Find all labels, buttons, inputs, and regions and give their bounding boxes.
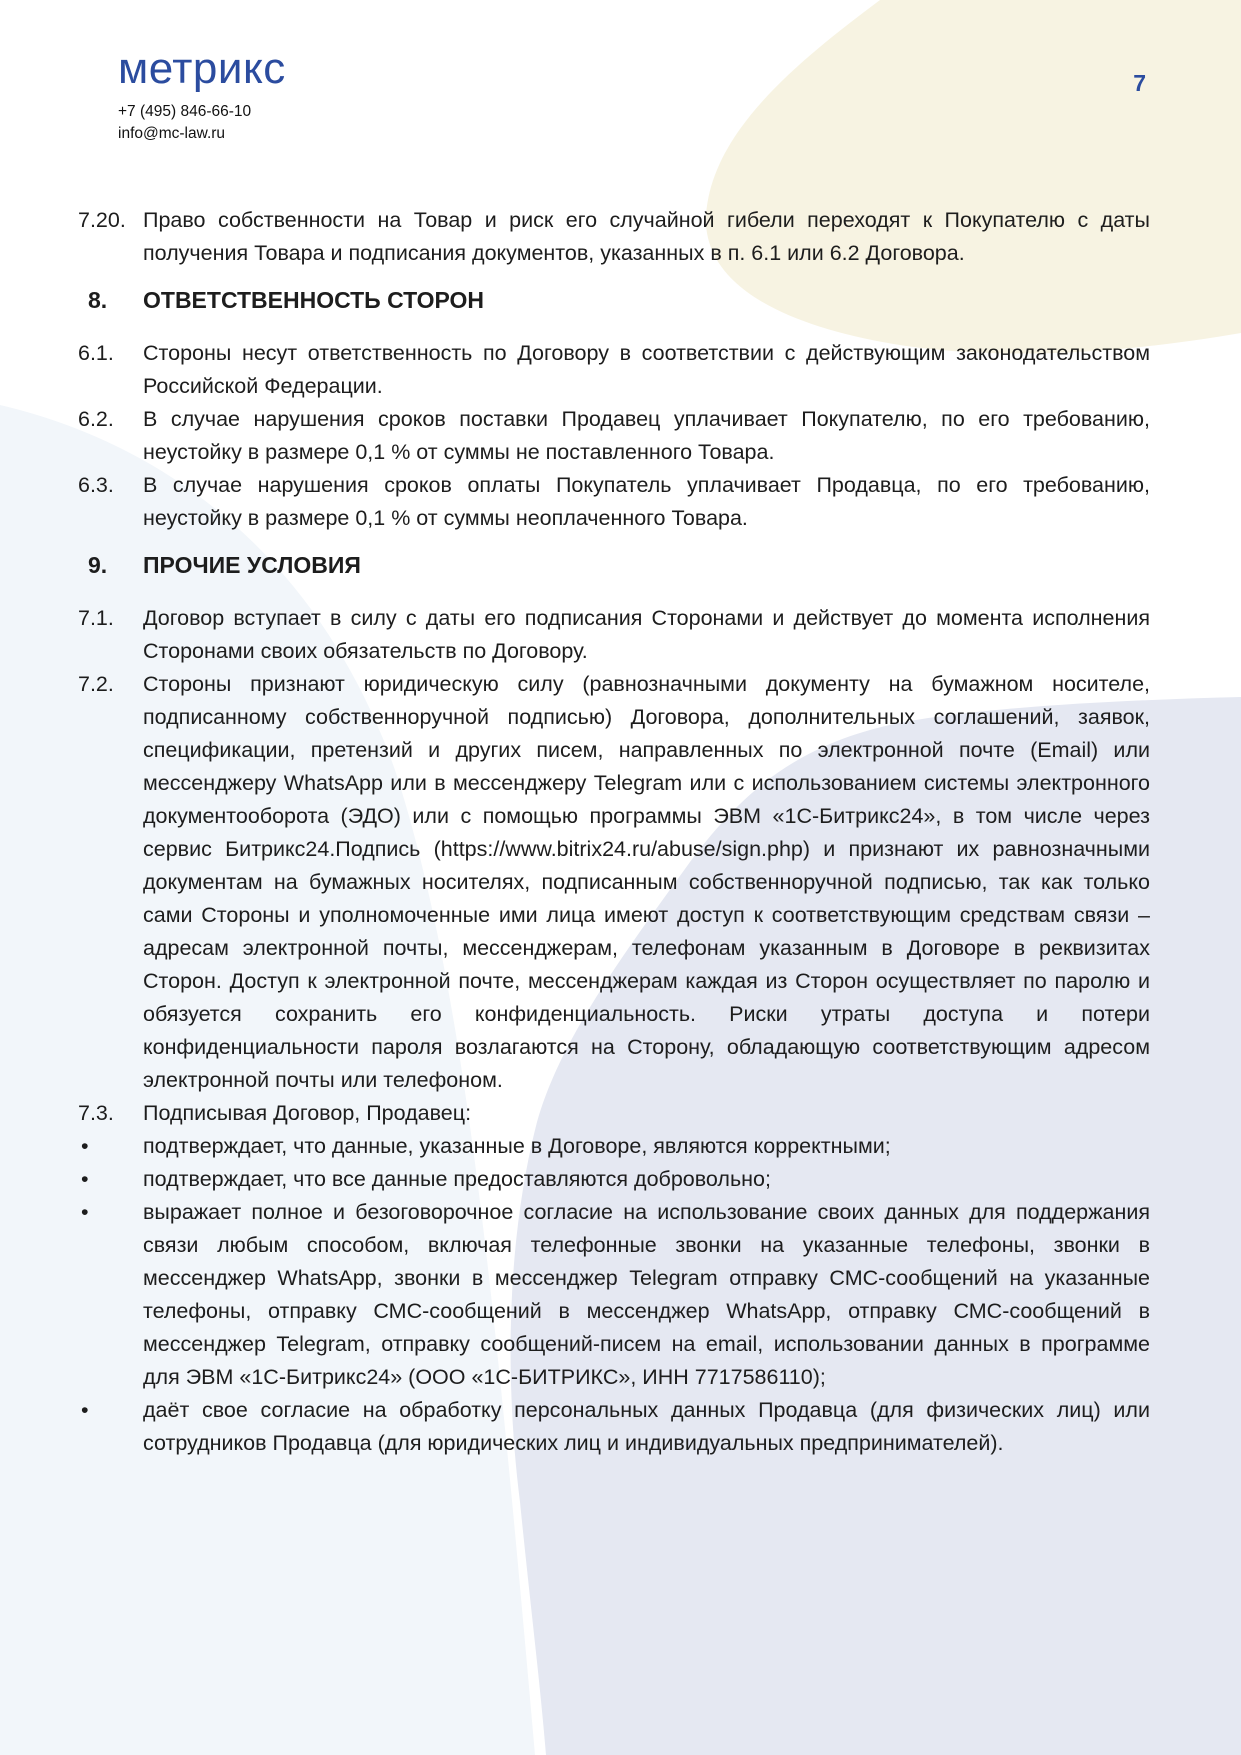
bullet-marker: •: [81, 1167, 89, 1191]
numbered-item: [78, 403, 1150, 469]
page-header: [0, 0, 1241, 176]
paragraph-text: подтверждает, что данные, указанные в Договоре, являются корректными;: [143, 1134, 891, 1158]
phone-number: +7 (495) 846-66-10: [118, 103, 252, 120]
heading-text: ПРОЧИЕ УСЛОВИЯ: [143, 552, 361, 578]
heading-number: 8.: [88, 287, 108, 313]
item-number: 7.20.: [78, 208, 126, 232]
paragraph-text: выражает полное и безоговорочное согласие на использование своих данных для поддержания связи любым способом, включая телефонные звонки на указанные телефоны, звонки в мессенджер WhatsApp, звонки в мессенджер Telegram отправку СМС-сообщений на указанные телефоны, отправку СМС-сообщений в мессенджер WhatsApp, отправку СМС-сообщений в мессенджер Telegram, отправку сообщений-писем на email, использовании данных в программе для ЭВМ «1С-Битрикс24» (ООО «1С-БИТРИКС», ИНН 7717586110);: [143, 1200, 1150, 1389]
item-number: 6.2.: [78, 407, 114, 431]
email-address: info@mc-law.ru: [118, 125, 226, 142]
bullet-item: [78, 1196, 1150, 1394]
section-heading: [78, 283, 1150, 317]
numbered-item: [78, 668, 1150, 1097]
numbered-item: [78, 204, 1150, 270]
paragraph-text: даёт свое согласие на обработку персональных данных Продавца (для физических лиц) или сотрудников Продавца (для юридических лиц и индивидуальных предпринимателей).: [143, 1398, 1150, 1455]
item-number: 7.3.: [78, 1101, 114, 1125]
bullet-item: [78, 1130, 1150, 1163]
heading-number: 9.: [88, 552, 108, 578]
bullet-marker: •: [81, 1134, 89, 1158]
paragraph-text: Стороны признают юридическую силу (равнозначными документу на бумажном носителе, подписанному собственноручной подписью) Договора, дополнительных соглашений, заявок, спецификации, претензий и других писем, направленных по электронной почте (Email) или мессенджеру WhatsApp или в мессенджеру Telegram или с использованием системы электронного документооборота (ЭДО) или с помощью программы ЭВМ «1С-Битрикс24», в том числе через сервис Битрикс24.Подпись (https://www.bitrix24.ru/abuse/sign.php) и признают их равнозначными документам на бумажных носителях, подписанным собственноручной подписью, так как только сами Стороны и уполномоченные ими лица имеют доступ к соответствующим средствам связи – адресам электронной почты, мессенджерам, телефонам указанным в Договоре в реквизитах Сторон. Доступ к электронной почте, мессенджерам каждая из Сторон осуществляет по паролю и обязуется сохранить его конфиденциальность. Риски утраты доступа и потери конфиденциальности пароля возлагаются на Сторону, обладающую соответствующим адресом электронной почты или телефоном.: [143, 672, 1150, 1092]
item-number: 7.2.: [78, 672, 114, 696]
bullet-item: [78, 1163, 1150, 1196]
contact-block: [118, 101, 1241, 145]
section-heading: [78, 548, 1150, 582]
bullet-marker: •: [81, 1200, 89, 1224]
paragraph-text: подтверждает, что все данные предоставляются добровольно;: [143, 1167, 771, 1191]
numbered-item: [78, 602, 1150, 668]
document-body: [0, 204, 1241, 1460]
item-number: 6.3.: [78, 473, 114, 497]
numbered-item: [78, 469, 1150, 535]
paragraph-text: Право собственности на Товар и риск его случайной гибели переходят к Покупателю с даты получения Товара и подписания документов, указанных в п. 6.1 или 6.2 Договора.: [143, 208, 1150, 265]
paragraph-text: В случае нарушения сроков поставки Продавец уплачивает Покупателю, по его требованию, неустойку в размере 0,1 % от суммы не поставленного Товара.: [143, 407, 1150, 464]
paragraph-text: Договор вступает в силу с даты его подписания Сторонами и действует до момента исполнения Сторонами своих обязательств по Договору.: [143, 606, 1150, 663]
bullet-item: [78, 1394, 1150, 1460]
heading-text: ОТВЕТСТВЕННОСТЬ СТОРОН: [143, 287, 485, 313]
paragraph-text: В случае нарушения сроков оплаты Покупатель уплачивает Продавца, по его требованию, неустойку в размере 0,1 % от суммы неоплаченного Товара.: [143, 473, 1150, 530]
company-logo: метрикс: [118, 44, 286, 93]
paragraph-text: Стороны несут ответственность по Договору в соответствии с действующим законодательством Российской Федерации.: [143, 341, 1150, 398]
item-number: 6.1.: [78, 341, 114, 365]
numbered-item: [78, 337, 1150, 403]
paragraph-text: Подписывая Договор, Продавец:: [143, 1101, 472, 1125]
page-number: 7: [1133, 70, 1146, 96]
numbered-item: [78, 1097, 1150, 1130]
bullet-marker: •: [81, 1398, 89, 1422]
item-number: 7.1.: [78, 606, 114, 630]
